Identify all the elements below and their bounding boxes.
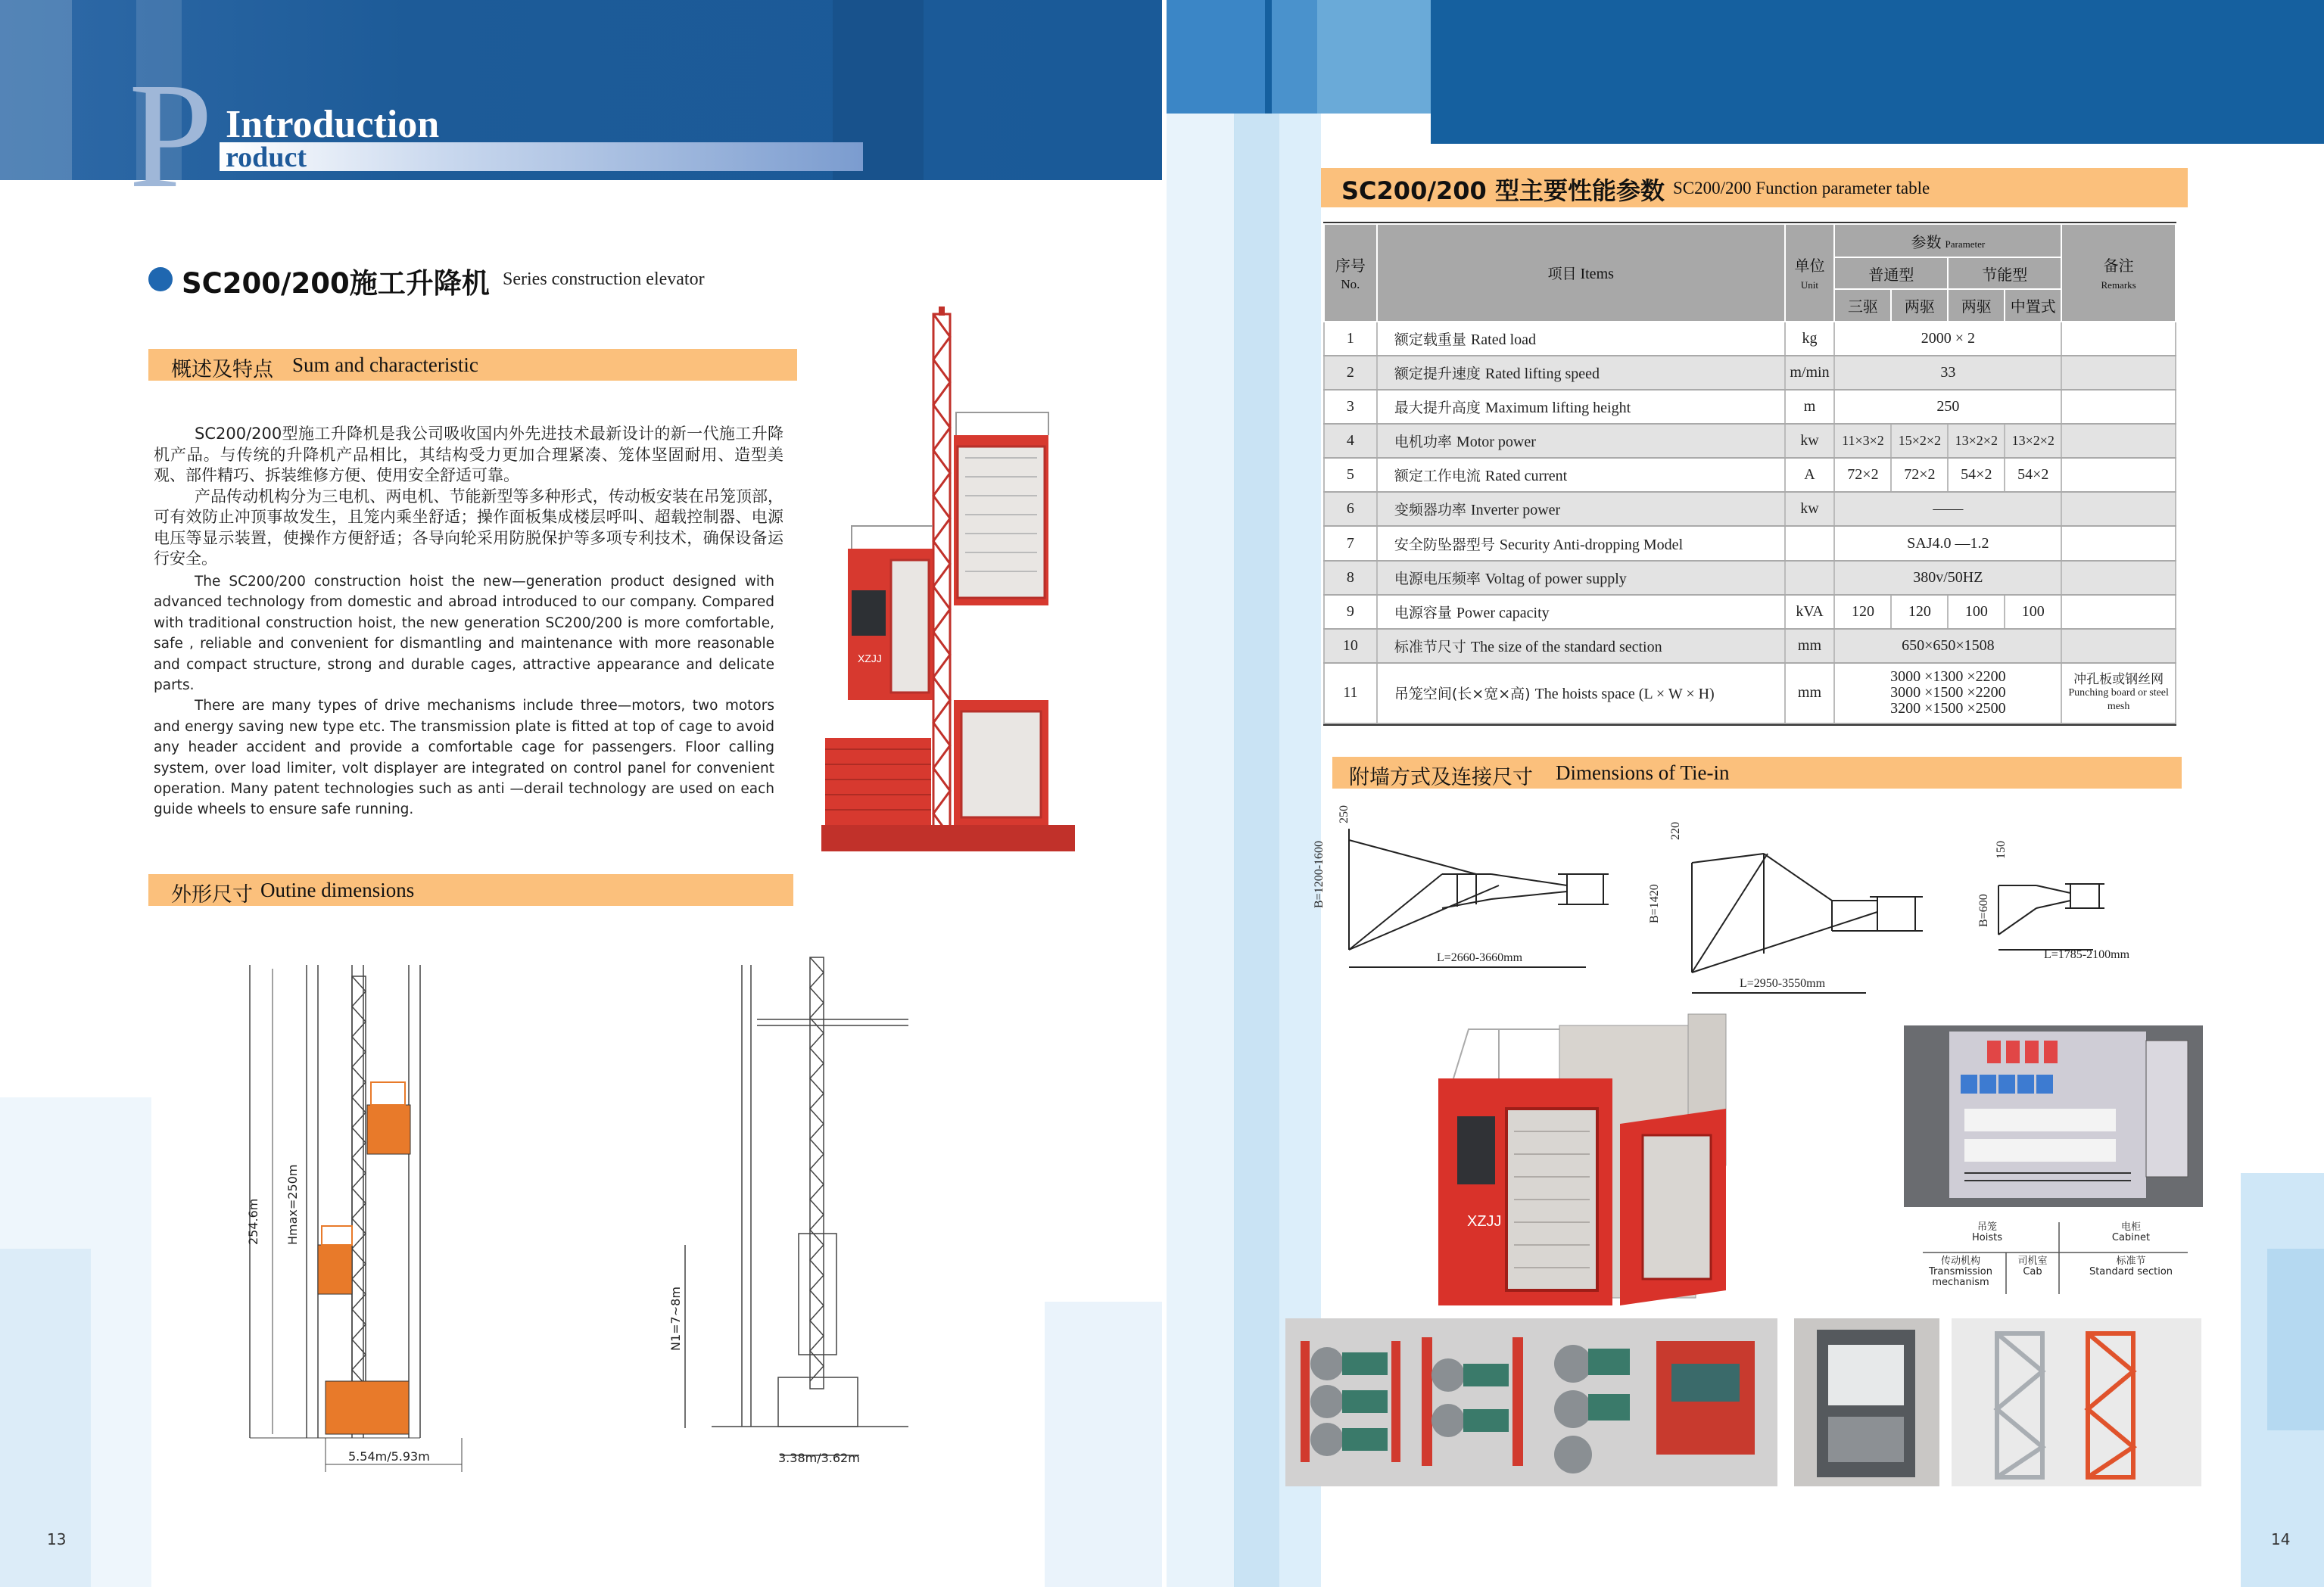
row-no: 7: [1324, 526, 1377, 560]
table-row: [1324, 629, 2176, 663]
row-remark: [2061, 492, 2176, 526]
table-title-en: SC200/200 Function parameter table: [1673, 179, 1930, 198]
row-unit: kw: [1785, 424, 1835, 458]
row-unit: kVA: [1785, 595, 1835, 629]
hoist-brand-label: XZJJ: [1467, 1213, 1502, 1230]
outline-side-diagram: [659, 950, 908, 1480]
outline-front-diagram: [227, 950, 500, 1487]
section-title-en: Dimensions of Tie-in: [1556, 761, 1730, 784]
col-header-middle: 中置式: [2005, 289, 2061, 322]
row-item: 电源电压频率 Voltag of power supply: [1377, 561, 1785, 595]
row-unit: [1785, 561, 1835, 595]
row-item: 标准节尺寸 The size of the standard section: [1377, 629, 1785, 663]
page-gutter: [1162, 0, 1167, 1587]
tiein3-b: B=600: [1977, 894, 1990, 927]
right-bg-strip: [1234, 114, 1279, 1587]
row-item: 吊笼空间(长×宽×高) The hoists space (L × W × H): [1377, 663, 1785, 723]
hoist-photo: [821, 307, 1079, 851]
right-bg-strip: [1317, 0, 1431, 114]
dim-height-max: Hmax=250m: [285, 1164, 300, 1245]
right-header-band-lower: [1431, 114, 2324, 144]
col-header-normal: 普通型: [1834, 257, 1948, 289]
table-row: [1324, 595, 2176, 629]
row-remark: [2061, 458, 2176, 492]
row-value: 54×2: [1948, 458, 2005, 492]
row-value: 100: [1948, 595, 2005, 629]
tiein2-top: 220: [1669, 822, 1682, 840]
row-item: 最大提升高度 Maximum lifting height: [1377, 390, 1785, 424]
tiein2-l: L=2950-3550mm: [1740, 977, 1826, 990]
row-item: 电源容量 Power capacity: [1377, 595, 1785, 629]
right-bg-strip: [1272, 0, 1317, 114]
row-item: 变频器功率 Inverter power: [1377, 492, 1785, 526]
tiein1-b: B=1200-1600: [1313, 840, 1326, 908]
tiein-diagrams: [1310, 802, 2210, 1003]
remark-zh: 冲孔板或钢丝网: [2073, 671, 2164, 687]
row-unit: mm: [1785, 663, 1835, 723]
dim-height-total: 254.6m: [246, 1198, 260, 1245]
dim-width-side: 3.38m/3.62m: [778, 1451, 860, 1465]
row-no: 5: [1324, 458, 1377, 492]
col-header-unit: 单位 Unit: [1785, 224, 1835, 322]
legend-transmission: 传动机构 Transmission mechanism: [1929, 1256, 1992, 1288]
row-value: SAJ4.0 —1.2: [1834, 526, 2061, 560]
row-value: 11×3×2: [1834, 424, 1891, 458]
legend-cabinet: 电柜 Cabinet: [2111, 1221, 2151, 1243]
section-title-zh: 外形尺寸: [171, 883, 253, 907]
row-value: 650×650×1508: [1834, 629, 2061, 663]
row-unit: kw: [1785, 492, 1835, 526]
table-row: [1324, 526, 2176, 560]
col-header-remarks: 备注 Remarks: [2061, 224, 2176, 322]
row-remark: [2061, 561, 2176, 595]
parameter-table: [1323, 223, 2176, 724]
right-bg-strip: [1167, 0, 1265, 114]
summary-paragraph: SC200/200型施工升降机是我公司吸收国内外先进技术最新设计的新一代施工升降机产品。与传统的升降机产品相比，其结构受力更加合理紧凑、笼体坚固耐用、造型美观、部件精巧、拆装维修方便、使用安全舒适可靠。: [154, 425, 783, 484]
row-value: 100: [2005, 595, 2061, 629]
row-remark: [2061, 390, 2176, 424]
row-unit: [1785, 526, 1835, 560]
row-no: 4: [1324, 424, 1377, 458]
page-title-en: Series construction elevator: [503, 269, 705, 289]
left-bg-block: [1045, 1302, 1162, 1587]
right-bg-block: [2267, 1249, 2324, 1430]
row-value: ——: [1834, 492, 2061, 526]
row-unit: m/min: [1785, 356, 1835, 390]
table-row: [1324, 424, 2176, 458]
row-remark: [2061, 356, 2176, 390]
tiein3-l: L=1785-2100mm: [2044, 948, 2130, 961]
standard-section-photo: [1952, 1318, 2201, 1486]
row-remark: [2061, 526, 2176, 560]
row-value: 250: [1834, 390, 2061, 424]
row-item: 额定工作电流 Rated current: [1377, 458, 1785, 492]
row-value: 380v/50HZ: [1834, 561, 2061, 595]
col-header-no: 序号 No.: [1324, 224, 1377, 322]
col-header-three-drive: 三驱: [1834, 289, 1891, 322]
row-no: 11: [1324, 663, 1377, 723]
section-title-en: Outine dimensions: [260, 879, 415, 901]
row-item: 电机功率 Motor power: [1377, 424, 1785, 458]
dim-width-front: 5.54m/5.93m: [348, 1449, 430, 1464]
row-no: 10: [1324, 629, 1377, 663]
table-row: [1324, 458, 2176, 492]
row-item: 安全防坠器型号 Security Anti-dropping Model: [1377, 526, 1785, 560]
col-header-two-drive: 两驱: [1948, 289, 2005, 322]
row-value-line: 3000 ×1500 ×2200: [1890, 684, 2006, 702]
summary-paragraph: There are many types of drive mechanisms include three—motors, two motors and energy saving new type etc. The transmission plate is fitted at top of cage to avoid any header accident and provide a comfortable cage for passengers. Floor calling system, over load limiter, volt displayer are integrated on control panel for convenient operation. Many patent technologies such as anti —derail technology are used on each guide wheels to ensure safe running.: [154, 698, 774, 818]
row-no: 3: [1324, 390, 1377, 424]
hoist-cages-photo: [1393, 1003, 1741, 1309]
row-remark: [2061, 424, 2176, 458]
table-row: [1324, 390, 2176, 424]
page-number-left: 13: [47, 1530, 67, 1548]
row-value: 120: [1891, 595, 1948, 629]
legend-standard-section: 标准节 Standard section: [2089, 1256, 2173, 1277]
table-title-zh: SC200/200 型主要性能参数: [1341, 176, 1665, 205]
table-row: [1324, 356, 2176, 390]
section-header-tiein: [1332, 757, 2182, 789]
tiein2-b: B=1420: [1648, 884, 1661, 923]
page-number-right: 14: [2271, 1530, 2291, 1548]
legend-hoists: 吊笼 Hoists: [1972, 1221, 2002, 1243]
col-header-parameter: 参数 Parameter: [1834, 224, 2061, 257]
row-value: 13×2×2: [1948, 424, 2005, 458]
row-no: 8: [1324, 561, 1377, 595]
row-no: 6: [1324, 492, 1377, 526]
row-item: 额定载重量 Rated load: [1377, 322, 1785, 356]
section-title-en: Sum and characteristic: [292, 353, 478, 376]
table-row: [1324, 663, 2176, 723]
row-value: 72×2: [1834, 458, 1891, 492]
row-value-line: 3200 ×1500 ×2500: [1890, 700, 2006, 717]
col-header-two-drive: 两驱: [1891, 289, 1948, 322]
row-no: 1: [1324, 322, 1377, 356]
legend-cab: 司机室 Cab: [2017, 1256, 2048, 1277]
row-value: 72×2: [1891, 458, 1948, 492]
row-value: 54×2: [2005, 458, 2061, 492]
row-value: 13×2×2: [2005, 424, 2061, 458]
row-remark: [2061, 595, 2176, 629]
hoist-brand-label: XZJJ: [858, 652, 882, 664]
row-no: 9: [1324, 595, 1377, 629]
row-item: 额定提升速度 Rated lifting speed: [1377, 356, 1785, 390]
tiein3-top: 150: [1995, 841, 2008, 859]
summary-zh: [154, 424, 783, 570]
summary-paragraph: The SC200/200 construction hoist the new—generation product designed with advanced technology from domestic and abroad introduced to our company. Compared with traditional construction hoist, the new generation SC200/200 is more comfortable, safe , reliable and convenient for dismantling and maintenance with more reasonable and compact structure, strong and durable cages, attractive appearance and delicate parts.: [154, 574, 774, 694]
cab-photo: [1794, 1318, 1939, 1486]
logo-letter: P: [129, 52, 206, 219]
row-remark: [2061, 663, 2176, 723]
page-title: SC200/200施工升降机: [182, 267, 490, 300]
right-bg-strip: [1167, 114, 1235, 1587]
row-unit: A: [1785, 458, 1835, 492]
row-value: 2000 × 2: [1834, 322, 2061, 356]
row-value: 120: [1834, 595, 1891, 629]
dim-n1: N1=7~8m: [668, 1287, 683, 1351]
row-value: 15×2×2: [1891, 424, 1948, 458]
table-row: [1324, 561, 2176, 595]
row-unit: kg: [1785, 322, 1835, 356]
row-remark: [2061, 322, 2176, 356]
section-title-zh: 概述及特点: [171, 358, 273, 381]
title-bullet-icon: [148, 267, 173, 291]
left-bg-block: [0, 1249, 91, 1587]
summary-paragraph: 产品传动机构分为三电机、两电机、节能新型等多种形式，传动板安装在吊笼顶部，可有效防止冲顶事故发生，且笼内乘坐舒适；操作面板集成楼层呼叫、超载控制器、电源电压等显示装置，使操作方便舒适；各导向轮采用防脱保护等多项专利技术，确保设备运行安全。: [154, 487, 783, 568]
summary-en: [154, 571, 774, 820]
cabinet-photo: [1904, 1025, 2203, 1207]
row-no: 2: [1324, 356, 1377, 390]
row-unit: mm: [1785, 629, 1835, 663]
section-title-zh: 附墙方式及连接尺寸: [1349, 766, 1533, 789]
remark-en: Punching board or steel mesh: [2068, 686, 2169, 712]
col-header-items: 项目 Items: [1377, 224, 1785, 322]
logo-introduction: Introduction: [226, 103, 440, 146]
row-value: [1834, 663, 2061, 723]
tiein1-top: 250: [1338, 805, 1350, 823]
section-header-summary: [148, 349, 797, 381]
transmission-photo: [1285, 1318, 1777, 1486]
tiein1-l: L=2660-3660mm: [1437, 951, 1523, 964]
row-value: 33: [1834, 356, 2061, 390]
row-value-line: 3000 ×1300 ×2200: [1890, 668, 2006, 686]
row-unit: m: [1785, 390, 1835, 424]
row-remark: [2061, 629, 2176, 663]
logo-product: roduct: [226, 142, 307, 173]
col-header-saving: 节能型: [1948, 257, 2061, 289]
section-header-dimensions: [148, 874, 793, 906]
table-row: [1324, 492, 2176, 526]
table-row: [1324, 322, 2176, 356]
